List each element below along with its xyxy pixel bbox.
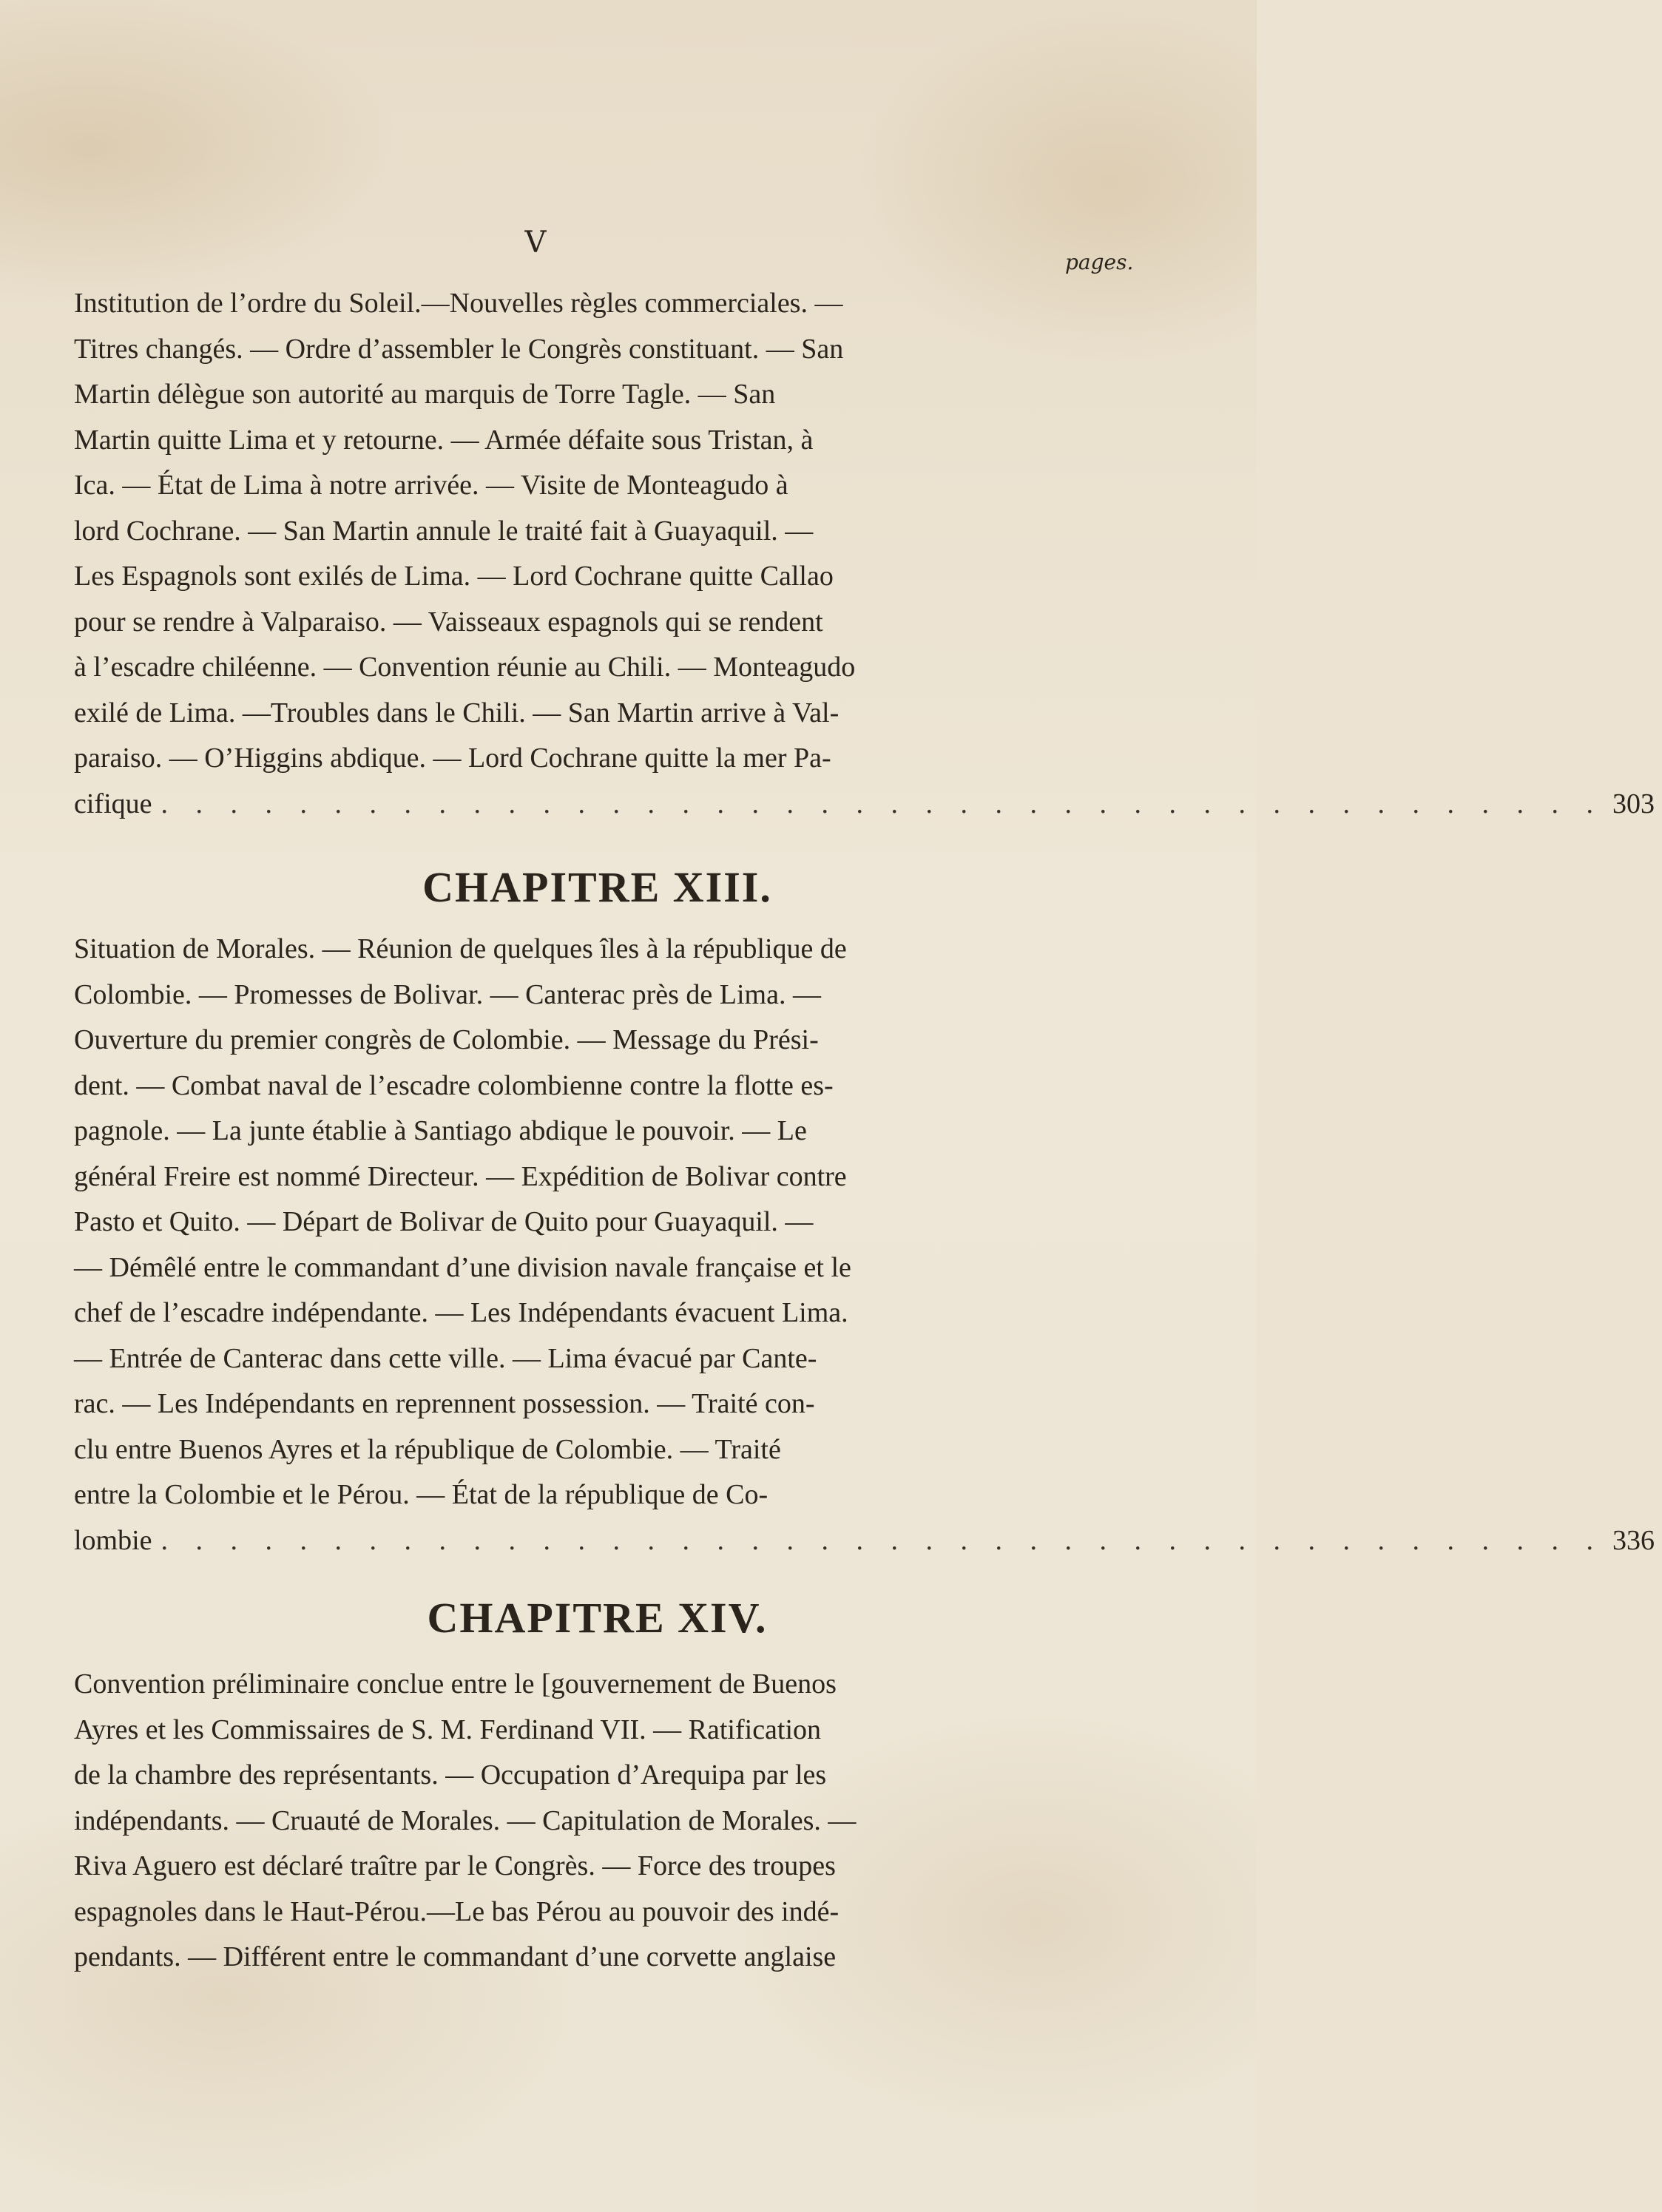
text-line: lombie <box>74 1524 152 1556</box>
text-line: Ica. — État de Lima à notre arrivée. — Visite de Monteagudo à <box>74 470 788 501</box>
dot-leader: . . . . . . . . . . . . . . . . . . . . . . . . . . . . . . . . . . . . . . . . . . <box>161 1524 1604 1556</box>
text-line: Convention préliminaire conclue entre le [gouvernement de Buenos <box>74 1668 837 1699</box>
text-line: Institution de l’ordre du Soleil.—Nouvelles règles commerciales. — <box>74 288 843 319</box>
toc-entry-chapter-14 <box>74 1662 1121 1981</box>
toc-final-line <box>74 782 1655 828</box>
text-line: pour se rendre à Valparaiso. — Vaisseaux espagnols qui se rendent <box>74 606 823 637</box>
page-reference: 336 <box>1612 1524 1655 1556</box>
text-line: exilé de Lima. —Troubles dans le Chili. — San Martin arrive à Val- <box>74 697 840 728</box>
text-line: pagnole. — La junte établie à Santiago abdique le pouvoir. — Le <box>74 1115 807 1146</box>
text-line: indépendants. — Cruauté de Morales. — Capitulation de Morales. — <box>74 1805 857 1836</box>
text-line: Ayres et les Commissaires de S. M. Ferdinand VII. — Ratification <box>74 1714 822 1745</box>
text-line: Situation de Morales. — Réunion de quelques îles à la république de <box>74 933 847 964</box>
text-line: à l’escadre chiléenne. — Convention réunie au Chili. — Monteagudo <box>74 652 856 683</box>
toc-entry-chapter-13 <box>74 927 1655 1563</box>
table-of-contents <box>74 281 1655 1981</box>
text-line: paraiso. — O’Higgins abdique. — Lord Cochrane quitte la mer Pa- <box>74 743 831 774</box>
text-line: cifique <box>74 788 152 819</box>
pages-column-label: pages. <box>1065 250 1134 274</box>
page-number: V <box>524 226 548 260</box>
text-line: Riva Aguero est déclaré traître par le Congrès. — Force des troupes <box>74 1850 836 1881</box>
text-line: Colombie. — Promesses de Bolivar. — Canterac près de Lima. — <box>74 978 821 1010</box>
page-reference: 303 <box>1612 788 1655 819</box>
text-line: pendants. — Différent entre le commandant d’une corvette anglaise <box>74 1941 837 1972</box>
text-line: Martin quitte Lima et y retourne. — Armée défaite sous Tristan, à <box>74 424 814 456</box>
text-line: dent. — Combat naval de l’escadre colombienne contre la flotte es- <box>74 1069 834 1101</box>
text-line: chef de l’escadre indépendante. — Les Indépendants évacuent Lima. <box>74 1297 848 1328</box>
dot-leader: . . . . . . . . . . . . . . . . . . . . . . . . . . . . . . . . . . . . . . . . . . <box>161 788 1604 819</box>
text-line: Ouverture du premier congrès de Colombie. — Message du Prési- <box>74 1024 819 1055</box>
text-line: Martin délègue son autorité au marquis de Torre Tagle. — San <box>74 379 776 410</box>
chapter-title: CHAPITRE XIV. <box>427 1594 768 1642</box>
text-line: Les Espagnols sont exilés de Lima. — Lord Cochrane quitte Callao <box>74 561 834 592</box>
chapter-title: CHAPITRE XIII. <box>422 863 772 911</box>
text-line: — Démêlé entre le commandant d’une division navale française et le <box>74 1251 851 1283</box>
text-line: entre la Colombie et le Pérou. — État de la république de Co- <box>74 1479 768 1510</box>
text-line: lord Cochrane. — San Martin annule le traité fait à Guayaquil. — <box>74 515 814 547</box>
text-line: de la chambre des représentants. — Occupation d’Arequipa par les <box>74 1759 827 1790</box>
text-line: Pasto et Quito. — Départ de Bolivar de Quito pour Guayaquil. — <box>74 1206 814 1237</box>
text-line: clu entre Buenos Ayres et la république de Colombie. — Traité <box>74 1433 781 1465</box>
text-line: — Entrée de Canterac dans cette ville. — Lima évacué par Cante- <box>74 1342 817 1374</box>
text-line: Titres changés. — Ordre d’assembler le Congrès constituant. — San <box>74 333 844 365</box>
toc-entry-chapter-12 <box>74 281 1655 827</box>
text-line: espagnoles dans le Haut-Pérou.—Le bas Pérou au pouvoir des indé- <box>74 1895 840 1927</box>
text-line: rac. — Les Indépendants en reprennent possession. — Traité con- <box>74 1388 815 1419</box>
toc-final-line <box>74 1518 1655 1564</box>
text-line: général Freire est nommé Directeur. — Expédition de Bolivar contre <box>74 1160 847 1192</box>
